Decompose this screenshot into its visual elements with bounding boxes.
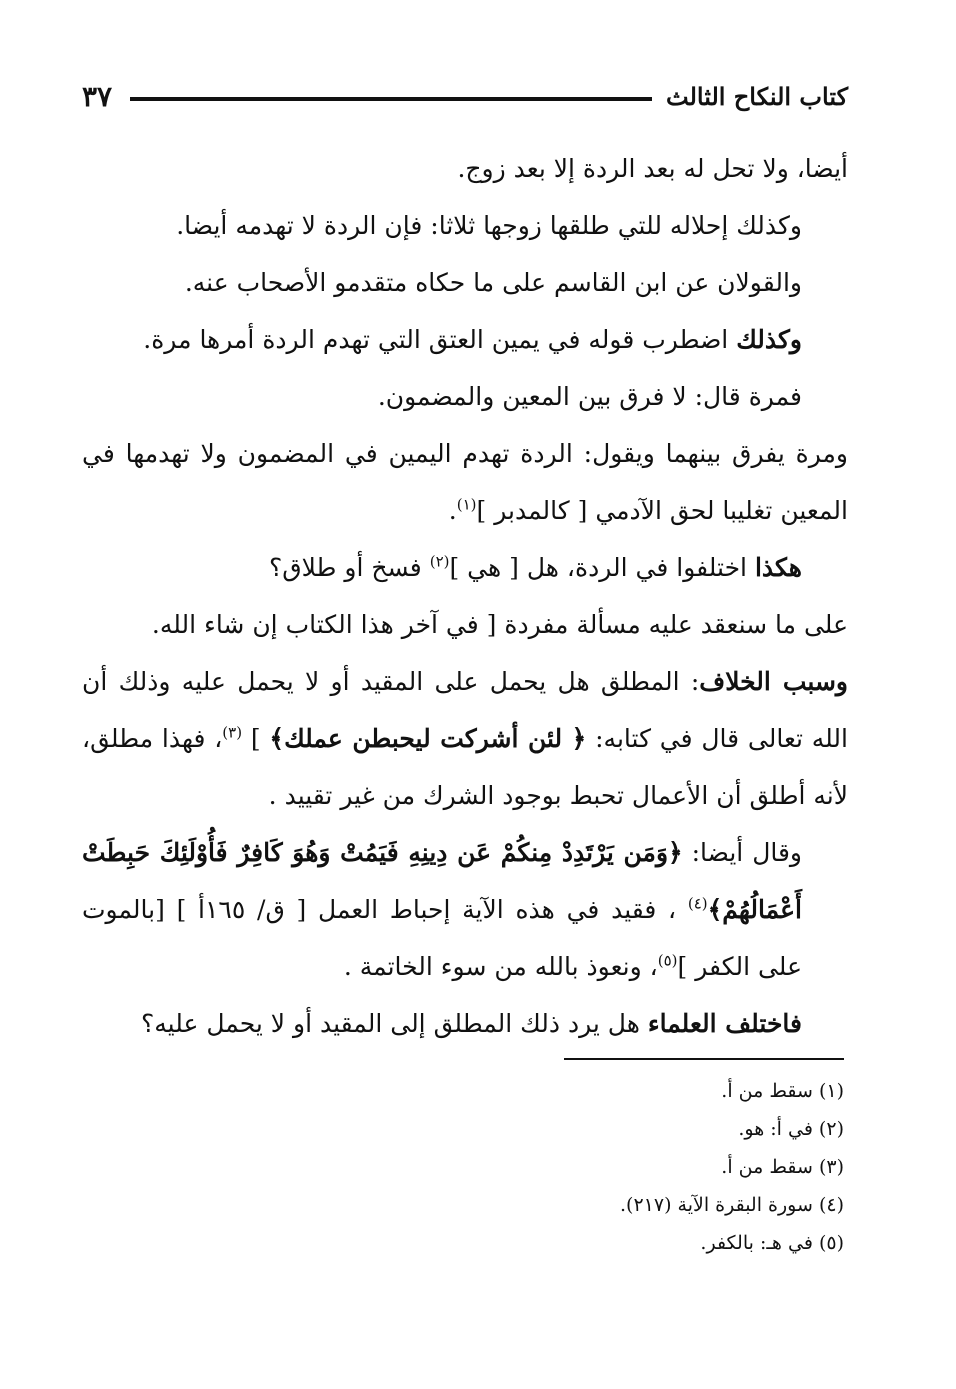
quran-quote: ﴿وَمَن يَرْتَدِدْ مِنكُمْ عَن دِينِهِ فَيَمُتْ وَهُوَ كَافِرٌ فَأُوْلَئِكَ حَبِطَتْ أَعْمَالُهُمْ﴾ — [82, 838, 802, 924]
body-text — [82, 140, 848, 1052]
paragraph-end: . — [448, 496, 457, 525]
footnote-3: (٣) سقط من أ. — [721, 1156, 844, 1178]
paragraph-lead: فاختلف العلماء — [647, 1009, 802, 1038]
chapter-title: كتاب النكاح الثالث — [666, 81, 848, 111]
paragraph-text: اضطرب قوله في يمين العتق التي تهدم الردة أمرها مرة. — [143, 325, 737, 354]
paragraph-text: ، ونعوذ بالله من سوء الخاتمة . — [343, 952, 658, 981]
paragraph-lead: هكذا — [754, 553, 802, 582]
footnote-ref-2: (٢) — [429, 552, 450, 571]
paragraph-8: على ما سنعقد عليه مسألة مفردة [ في آخر هذا الكتاب إن شاء الله. — [151, 610, 848, 639]
paragraph-lead: وكذلك — [736, 325, 802, 354]
footnote-ref-4: (٤) — [687, 894, 708, 913]
footnote-ref-1: (١) — [456, 495, 477, 514]
footnote-ref-5: (٥) — [657, 951, 678, 970]
footnote-4: (٤) سورة البقرة الآية (٢١٧). — [619, 1194, 844, 1216]
paragraph-5: فمرة قال: لا فرق بين المعين والمضمون. — [377, 382, 802, 411]
header-rule — [130, 97, 652, 101]
footnote-5: (٥) في هـ: بالكفر. — [700, 1232, 844, 1254]
paragraph-text: فسخ أو طلاق؟ — [268, 553, 430, 582]
paragraph-11 — [82, 995, 848, 1052]
paragraph-1: أيضا، ولا تحل له بعد الردة إلا بعد زوج. — [457, 154, 848, 183]
footnote-ref-3: (٣) — [222, 723, 243, 742]
paragraph-text: ، فهذا مطلق، لأنه أطلق أن الأعمال تحبط بوجود الشرك من غير تقييد . — [82, 724, 848, 810]
paragraph-text: : المطلق هل يحمل على المقيد أو لا يحمل عليه وذلك أن الله تعالى قال في كتابه: — [82, 667, 848, 753]
paragraph-text: ] — [242, 724, 270, 753]
footnotes — [82, 1072, 844, 1262]
paragraph-text: ومرة يفرق بينهما ويقول: الردة تهدم اليمين في المضمون ولا تهدمها في المعين تغليبا لحق الآدمي [ كالمدبر ] — [82, 439, 848, 525]
running-header — [82, 76, 848, 116]
footnote-2: (٢) في أ: هو. — [738, 1118, 844, 1140]
paragraph-text: وقال أيضا: — [682, 838, 802, 867]
paragraph-text: اختلفوا في الردة، هل [ هي ] — [449, 553, 755, 582]
paragraph-7 — [82, 539, 848, 596]
footnote-1: (١) سقط من أ. — [721, 1080, 844, 1102]
quran-quote: ﴿ لئن أشركت ليحبطن عملك﴾ — [269, 724, 587, 753]
paragraph-3: والقولان عن ابن القاسم على ما حكاه متقدمو الأصحاب عنه. — [184, 268, 802, 297]
page-number: ٣٧ — [82, 79, 113, 113]
paragraph-lead: وسبب الخلاف — [699, 667, 848, 696]
paragraph-4 — [82, 311, 848, 368]
paragraph-2: وكذلك إحلاله للتي طلقها زوجها ثلاثا: فإن الردة لا تهدمه أيضا. — [176, 211, 802, 240]
paragraph-10 — [82, 824, 848, 995]
footnote-rule — [564, 1058, 844, 1060]
paragraph-9 — [82, 653, 848, 824]
paragraph-text: ، فقيد في هذه الآية إحباط العمل [ ق/ ١٦٥أ ] [بالموت على الكفر ] — [82, 895, 802, 981]
paragraph-text: هل يرد ذلك المطلق إلى المقيد أو لا يحمل عليه؟ — [141, 1009, 648, 1038]
paragraph-6 — [82, 425, 848, 539]
